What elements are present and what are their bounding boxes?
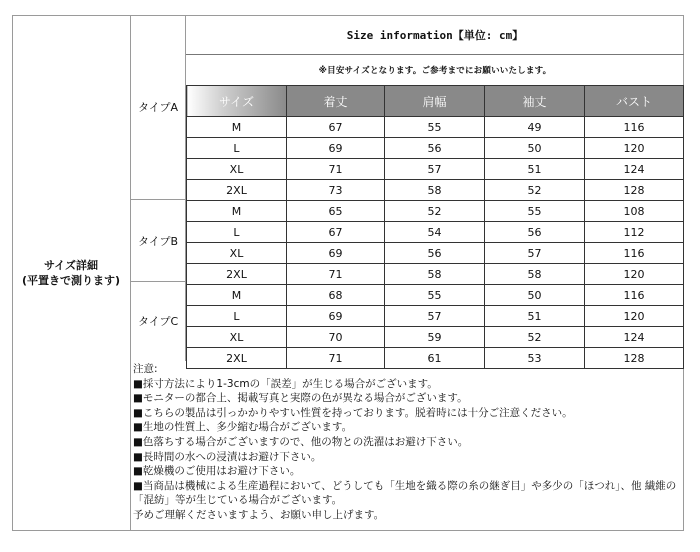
table-cell: 59 [385, 327, 485, 348]
size-detail-label [12, 15, 131, 531]
table-cell: 57 [385, 306, 485, 327]
table-cell: 116 [585, 285, 684, 306]
table-cell: 56 [485, 222, 585, 243]
table-cell: L [187, 306, 287, 327]
notes-heading: 注意: [133, 363, 158, 375]
column-header-size: サイズ [187, 86, 287, 117]
table-cell: 69 [287, 138, 385, 159]
table-cell: 71 [287, 348, 385, 369]
type-divider [131, 199, 186, 200]
table-cell: 112 [585, 222, 684, 243]
table-header-row [187, 86, 684, 117]
table-cell: 53 [485, 348, 585, 369]
size-info-title: Size information【単位: cm】 [186, 15, 684, 55]
table-cell: 61 [385, 348, 485, 369]
note-item: ■乾燥機のご使用はお避け下さい。 [133, 465, 301, 478]
note-item: ■色落ちする場合がございますので、他の物との洗濯はお避け下さい。 [133, 435, 469, 448]
table-cell: XL [187, 243, 287, 264]
table-cell: 68 [287, 285, 385, 306]
table-cell: 56 [385, 243, 485, 264]
table-cell: 120 [585, 138, 684, 159]
note-item: ■長時間の水への浸漬はお避け下さい。 [133, 450, 322, 463]
care-notes [133, 362, 681, 523]
table-cell: 54 [385, 222, 485, 243]
table-cell: 65 [287, 201, 385, 222]
size-table [186, 85, 684, 369]
column-header-shoulder: 肩幅 [385, 86, 485, 117]
type-divider [131, 281, 186, 282]
table-cell: 51 [485, 306, 585, 327]
table-cell: 116 [585, 243, 684, 264]
table-row [187, 306, 684, 327]
table-cell: XL [187, 159, 287, 180]
table-cell: 67 [287, 222, 385, 243]
table-cell: 57 [385, 159, 485, 180]
table-cell: 128 [585, 348, 684, 369]
table-cell: XL [187, 327, 287, 348]
table-cell: 2XL [187, 180, 287, 201]
table-cell: L [187, 138, 287, 159]
table-cell: 2XL [187, 348, 287, 369]
table-row [187, 117, 684, 138]
reference-note: ※目安サイズとなります。ご参考までにお願いいたします。 [318, 66, 552, 76]
table-cell: 52 [385, 201, 485, 222]
table-row [187, 264, 684, 285]
type-b-label: タイプB [138, 235, 178, 248]
type-c-label: タイプC [138, 315, 179, 328]
table-row [187, 138, 684, 159]
table-cell: 55 [385, 285, 485, 306]
table-cell: 52 [485, 327, 585, 348]
table-cell: 108 [585, 201, 684, 222]
table-cell: 69 [287, 306, 385, 327]
table-cell: 116 [585, 117, 684, 138]
size-detail-title: サイズ詳細 [43, 259, 99, 272]
table-cell: 70 [287, 327, 385, 348]
table-cell: 55 [485, 201, 585, 222]
table-cell: 51 [485, 159, 585, 180]
table-cell: M [187, 117, 287, 138]
table-row [187, 327, 684, 348]
table-cell: 73 [287, 180, 385, 201]
table-cell: 57 [485, 243, 585, 264]
table-cell: 58 [385, 180, 485, 201]
table-cell: 120 [585, 306, 684, 327]
table-cell: 52 [485, 180, 585, 201]
note-item: ■採寸方法により1-3cmの「誤差」が生じる場合がございます。 [133, 377, 438, 390]
table-row [187, 222, 684, 243]
table-cell: 124 [585, 327, 684, 348]
table-cell: 50 [485, 285, 585, 306]
note-item: ■当商品は機械による生産過程において、どうしても「生地を織る際の糸の継ぎ目」や多少の「ほつれ」、他 繊維の「混紡」等が生じている場合がございます。 [133, 479, 677, 507]
type-a-label: タイプA [138, 101, 178, 114]
column-header-length: 着丈 [287, 86, 385, 117]
table-row [187, 180, 684, 201]
table-cell: 49 [485, 117, 585, 138]
note-item: ■生地の性質上、多少縮む場合がございます。 [133, 421, 353, 434]
table-cell: 120 [585, 264, 684, 285]
table-row [187, 243, 684, 264]
table-cell: 69 [287, 243, 385, 264]
size-detail-subtitle: (平置きで測ります) [21, 274, 121, 287]
table-cell: 71 [287, 159, 385, 180]
table-cell: 2XL [187, 264, 287, 285]
table-cell: 71 [287, 264, 385, 285]
table-cell: 55 [385, 117, 485, 138]
table-cell: M [187, 285, 287, 306]
note-item: ■こちらの製品は引っかかりやすい性質を持っております。脱着時には十分ご注意ください。 [133, 406, 573, 419]
type-column [131, 15, 186, 361]
table-cell: 58 [485, 264, 585, 285]
table-cell: L [187, 222, 287, 243]
column-header-sleeve: 袖丈 [485, 86, 585, 117]
table-row [187, 285, 684, 306]
table-row [187, 201, 684, 222]
table-cell: 128 [585, 180, 684, 201]
table-cell: 58 [385, 264, 485, 285]
column-header-bust: バスト [585, 86, 684, 117]
note-item: ■モニターの都合上、掲載写真と実際の色が異なる場合がございます。 [133, 392, 468, 405]
note-closing: 予めご理解くださいますよう、お願い申し上げます。 [133, 508, 385, 521]
table-cell: 67 [287, 117, 385, 138]
table-cell: M [187, 201, 287, 222]
table-row [187, 159, 684, 180]
table-cell: 56 [385, 138, 485, 159]
table-cell: 50 [485, 138, 585, 159]
table-cell: 124 [585, 159, 684, 180]
